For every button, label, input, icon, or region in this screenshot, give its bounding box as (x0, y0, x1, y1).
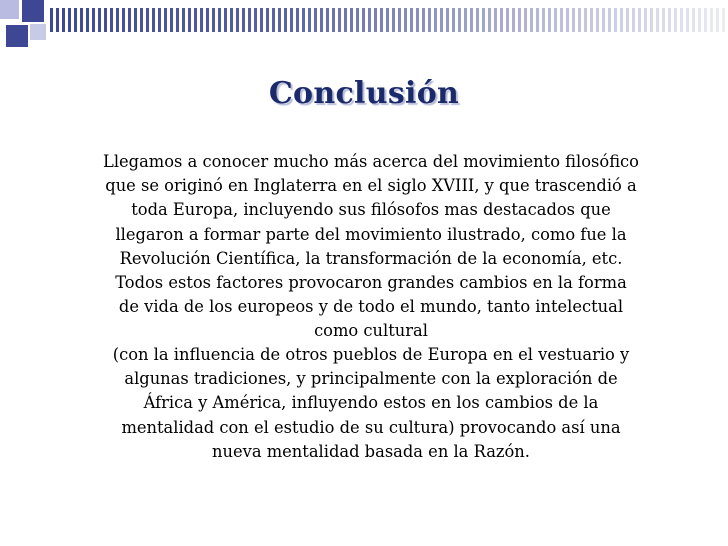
body-paragraph-2: (con la influencia de otros pueblos de Europa en el vestuario y algunas tradiciones, y principalmente con la exploración de África y América, influyendo estos en los cambios de la mentalidad con el estudio de su cultura) provocando así una nueva mentalidad basada en la Razón. (112, 345, 630, 461)
decorative-square-dark (22, 0, 44, 22)
decorative-stripe-bar (50, 8, 728, 32)
body-paragraph-1: Llegamos a conocer mucho más acerca del movimiento filosófico que se originó en Inglaterra en el siglo XVIII, y que trascendió a toda Europa, incluyendo sus filósofos mas destacados que llegaron a formar parte del movimiento ilustrado, como fue la Revolución Científica, la transformación de la economía, etc. Todos estos factores provocaron grandes cambios en la forma de vida de los europeos y de todo el mundo, tanto intelectual como cultural (103, 152, 639, 341)
decorative-square-light (0, 0, 19, 19)
slide-title: Conclusión (268, 76, 460, 111)
decorative-square-dark-lower (6, 25, 28, 47)
decorative-square-light-lower (30, 24, 46, 40)
